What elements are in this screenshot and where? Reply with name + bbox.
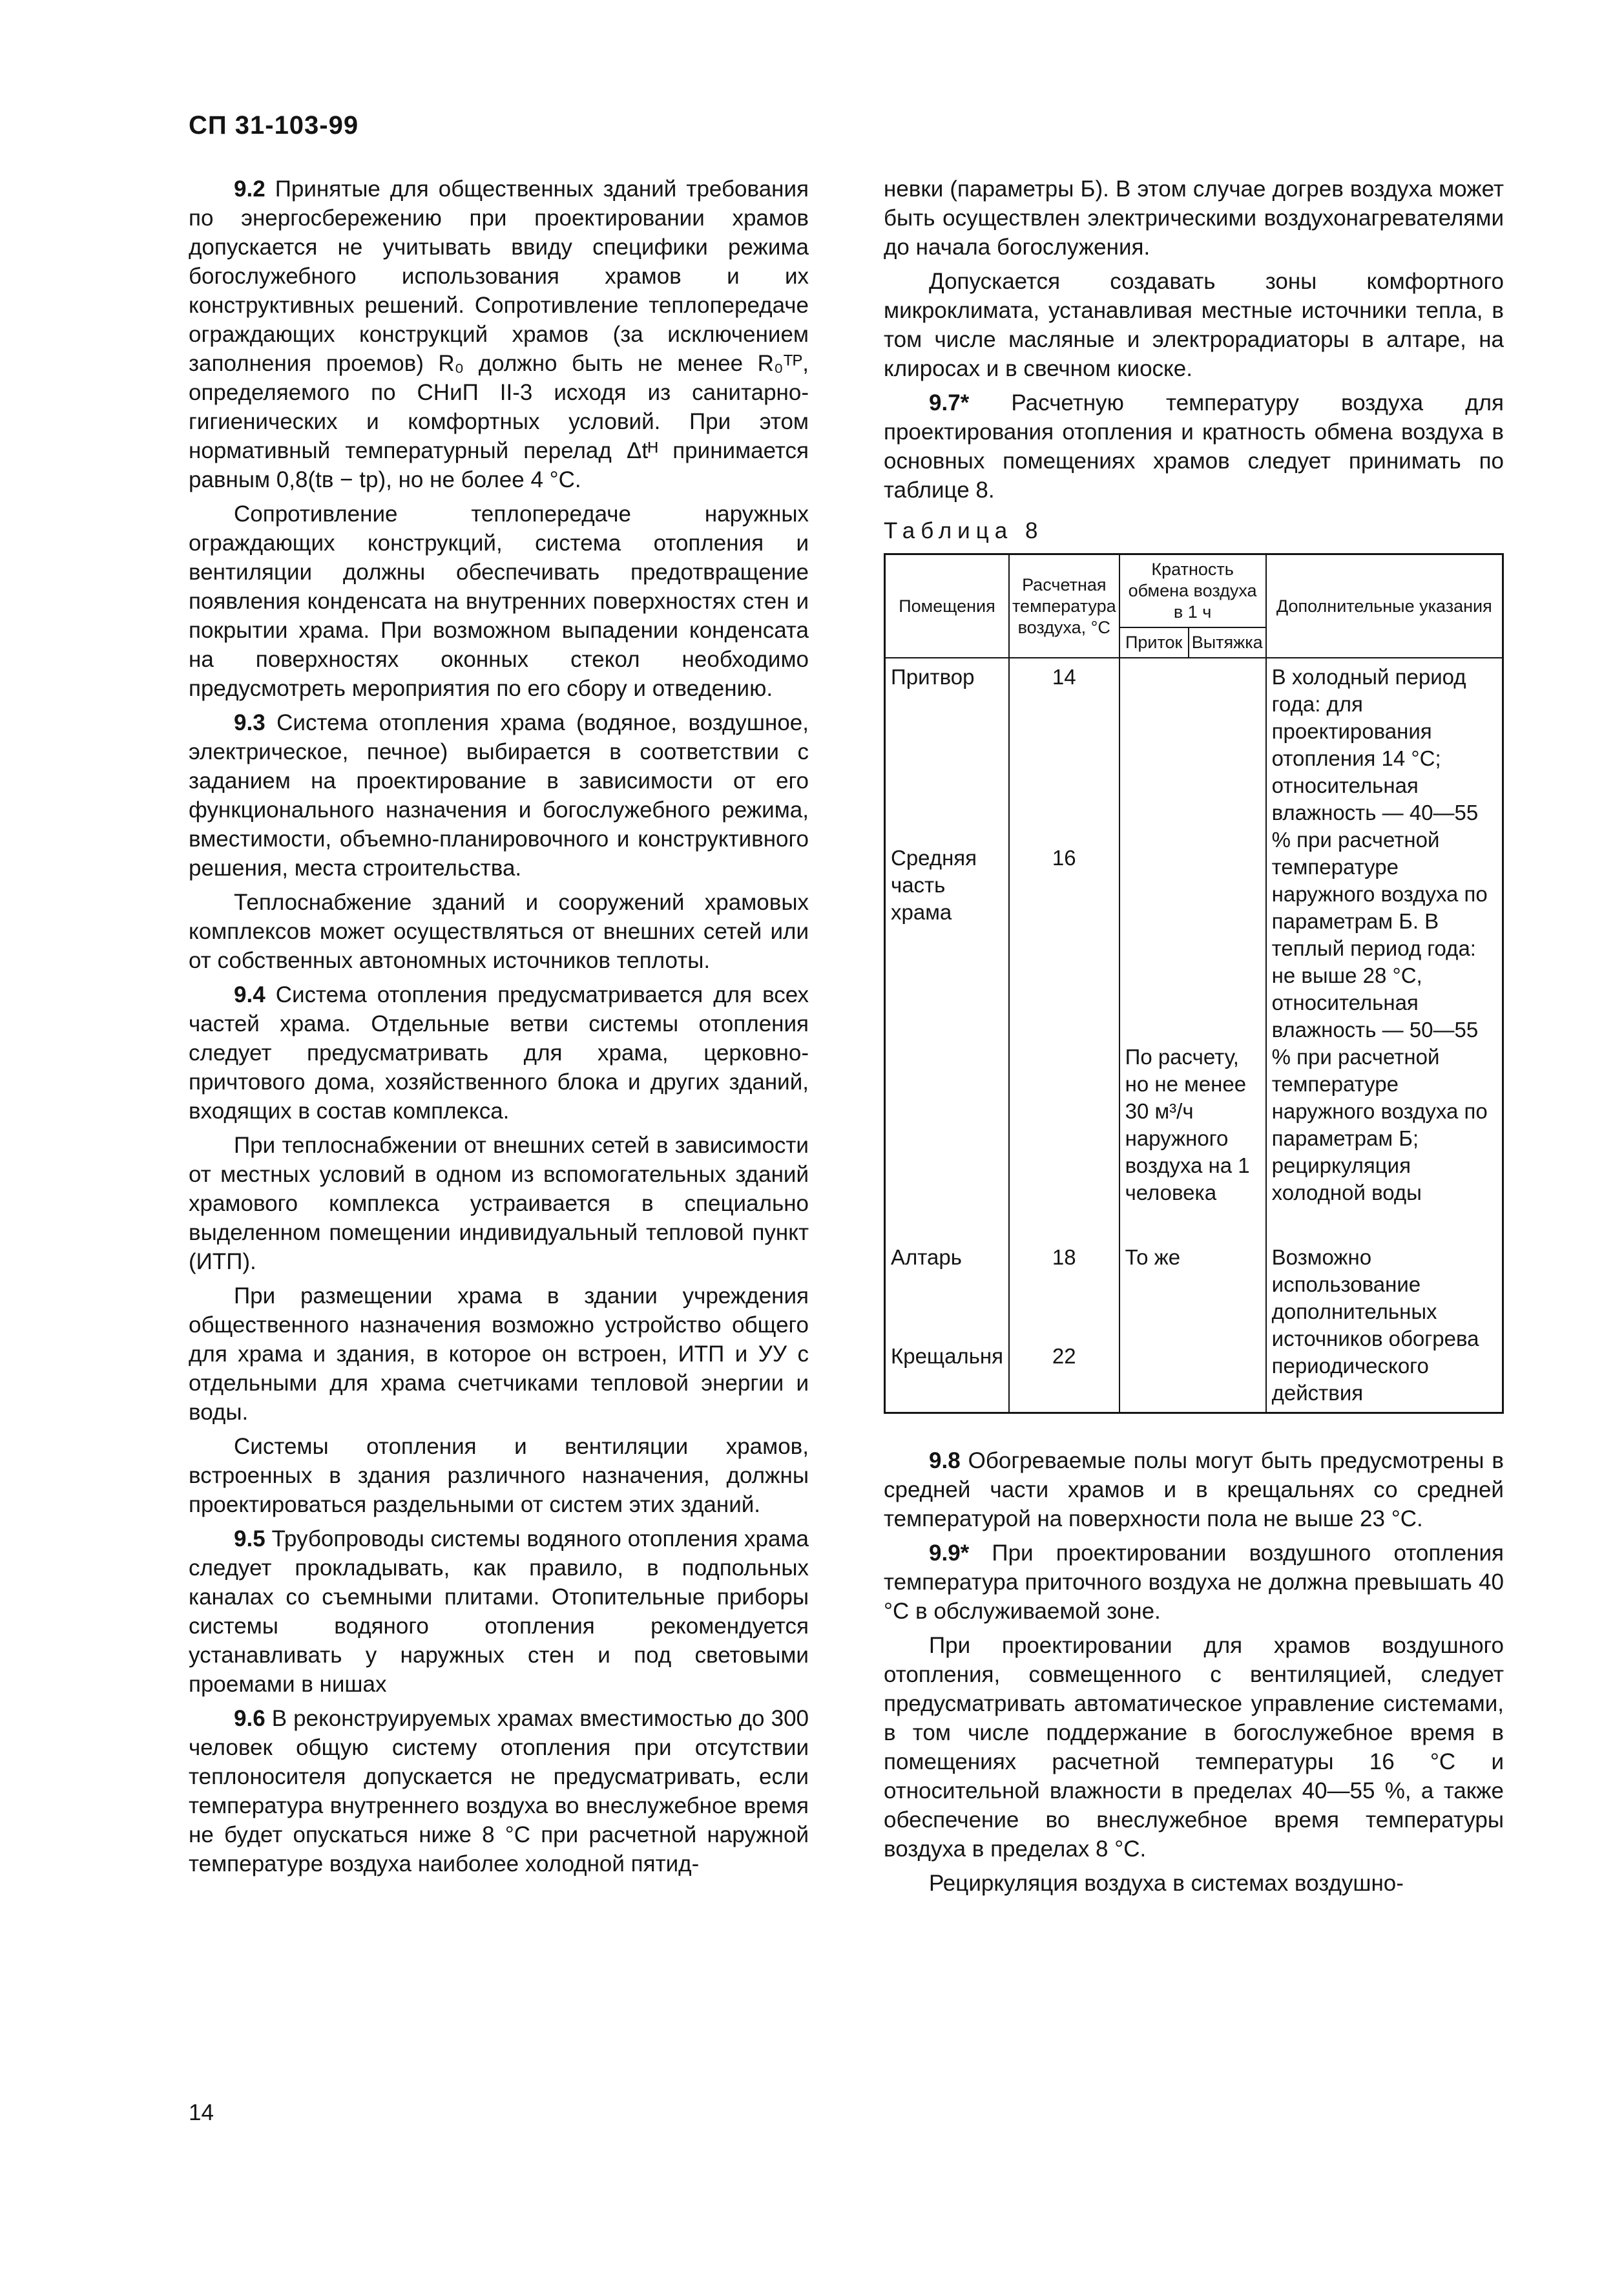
clause-number: 9.5 [234, 1526, 265, 1551]
header-exhaust: Вытяжка [1189, 627, 1266, 658]
clause-9-5 [189, 1524, 809, 1699]
clause-9-8 [884, 1446, 1504, 1533]
cell-notes: Возможно использование дополнительных источников обогрева периодического действия [1266, 1212, 1503, 1413]
table-8 [884, 553, 1504, 1414]
cell-temperature: 18 [1009, 1212, 1119, 1338]
table-row [885, 1212, 1503, 1338]
clause-9-4 [189, 980, 809, 1126]
clause-number: 9.8 [929, 1448, 961, 1473]
clause-text: Расчетную температуру воздуха для проектирования отопления и кратность обмена воздуха в основных помещениях храмов следует принимать по таблице 8. [884, 390, 1504, 503]
cell-room: Алтарь [885, 1212, 1009, 1338]
paragraph: Допускается создавать зоны комфортного микроклимата, устанавливая местные источники тепла, в том числе масляные и электрорадиаторы в алтаре, на клиросах и в свечном киоске. [884, 269, 1504, 381]
clause-9-9 [884, 1539, 1504, 1626]
clause-text: Принятые для общественных зданий требования по энергосбережению при проектировании храмов допускается не учитывать ввиду специфики режима богослужебного использования храмов и их конструктивных решений. Сопротивление теплопередаче ограждающих конструкций храмов (за исключением заполнения проемов) R₀ должно быть не менее R₀ᵀᴾ, определяемого по СНиП II-3 исходя из санитарно-гигиенических и комфортных условий. При этом нормативный температурный перелад Δtᴴ принимается равным 0,8(tв − tр), но не более 4 °С. [189, 176, 809, 492]
page-number: 14 [189, 2100, 214, 2125]
right-column [884, 174, 1504, 1903]
paragraph: Рециркуляция воздуха в системах воздушно- [929, 1871, 1404, 1896]
header-supply: Приток [1119, 627, 1189, 658]
clause-9-2 [189, 174, 809, 494]
clause-9-7 [884, 388, 1504, 505]
cell-temperature: 14 [1009, 658, 1119, 839]
header-room: Помещения [885, 554, 1009, 658]
clause-text: Система отопления храма (водяное, воздушное, электрическое, печное) выбирается в соответствии с заданием на проектирование в зависимости от его функционального назначения и богослужебного режима, вместимости, объемно-планировочного и конструктивного решения, места строительства. [189, 710, 809, 881]
paragraph-continued: невки (параметры Б). В этом случае догрев воздуха может быть осуществлен электрическими воздухонагревателями до начала богослужения. [884, 176, 1504, 260]
document-code: СП 31-103-99 [189, 111, 359, 140]
header-temperature: Расчетная температура воздуха, °С [1009, 554, 1119, 658]
paragraph: Сопротивление теплопередаче наружных ограждающих конструкций, система отопления и вентиляции должны обеспечивать предотвращение появления конденсата на внутренних поверхностях стен и покрытии храма. При возможном выпадении конденсата на поверхностях оконных стекол необходимо предусмотреть мероприятия по его сбору и отведению. [189, 501, 809, 701]
paragraph: При размещении храма в здании учреждения общественного назначения возможно устройство общего для храма и здания, в которое он встроен, ИТП и УУ с отдельными для храма счетчиками тепловой энергии и воды. [189, 1283, 809, 1425]
clause-text: В реконструируемых храмах вместимостью до 300 человек общую систему отопления при отсутствии теплоносителя допускается не предусматривать, если температура внутреннего воздуха во внеслужебное время не будет опускаться ниже 8 °С при расчетной наружной температуре воздуха наиболее холодной пятид- [189, 1706, 809, 1876]
clause-number: 9.2 [234, 176, 265, 202]
clause-number: 9.4 [234, 982, 265, 1007]
cell-temperature: 16 [1009, 839, 1119, 1212]
clause-number: 9.6 [234, 1706, 265, 1731]
paragraph: При проектировании для храмов воздушного отопления, совмещенного с вентиляцией, следует предусматривать автоматическое управление системами, в том числе поддержание в богослужебное время в помещениях расчетной температуры 16 °С и относительной влажности в пределах 40—55 %, а также обеспечение во внеслужебное время температуры воздуха в пределах 8 °С. [884, 1633, 1504, 1862]
clause-9-3 [189, 708, 809, 883]
paragraph: При теплоснабжении от внешних сетей в зависимости от местных условий в одном из вспомогательных зданий храмового комплекса устраивается в специально выделенном помещении индивидуальный тепловой пункт (ИТП). [189, 1133, 809, 1274]
clause-text: Трубопроводы системы водяного отопления храма следует прокладывать, как правило, в подпольных каналах со съемными плитами. Отопительные приборы системы водяного отопления рекомендуется устанавливать у наружных стен и под световыми проемами в нишах [189, 1526, 809, 1697]
cell-room: Притвор [885, 658, 1009, 839]
clause-9-6 [189, 1704, 809, 1878]
clause-text: Система отопления предусматривается для всех частей храма. Отдельные ветви системы отопления следует предусматривать для храма, церковно-причтового дома, хозяйственного блока и других зданий, входящих в состав комплекса. [189, 982, 809, 1124]
clause-text: При проектировании воздушного отопления температура приточного воздуха не должна превышать 40 °С в обслуживаемой зоне. [884, 1540, 1504, 1624]
left-column [189, 174, 809, 1884]
paragraph: Системы отопления и вентиляции храмов, встроенных в здания различного назначения, должны проектироваться раздельными от систем этих зданий. [189, 1434, 809, 1517]
paragraph: Теплоснабжение зданий и сооружений храмовых комплексов может осуществляться от внешних сетей или от собственных автономных источников теплоты. [189, 890, 809, 973]
cell-temperature: 22 [1009, 1338, 1119, 1413]
clause-number: 9.9* [929, 1540, 970, 1566]
cell-room: Средняя часть храма [885, 839, 1009, 1212]
clause-number: 9.3 [234, 710, 265, 735]
cell-air-exchange: То же [1119, 1212, 1266, 1413]
header-air-exchange: Кратность обмена воздуха в 1 ч [1119, 554, 1266, 628]
cell-notes: В холодный период года: для проектирования отопления 14 °С; относительная влажность — 40—55 % при расчетной температуре наружного воздуха по параметрам Б. В теплый период года: не выше 28 °С, относительная влажность — 50—55 % при расчетной температуре наружного воздуха по параметрам Б; рециркуляция холодной воды [1266, 658, 1503, 1212]
clause-number: 9.7* [929, 390, 970, 415]
clause-text: Обогреваемые полы могут быть предусмотрены в средней части храмов и в крещальнях со средней температурой на поверхности пола не выше 23 °С. [884, 1448, 1504, 1531]
table-caption: Таблица 8 [884, 518, 1044, 543]
cell-air-exchange: По расчету, но не менее 30 м³/ч наружного воздуха на 1 человека [1119, 658, 1266, 1212]
table-row [885, 658, 1503, 839]
cell-room: Крещальня [885, 1338, 1009, 1413]
header-notes: Дополнительные указания [1266, 554, 1503, 658]
